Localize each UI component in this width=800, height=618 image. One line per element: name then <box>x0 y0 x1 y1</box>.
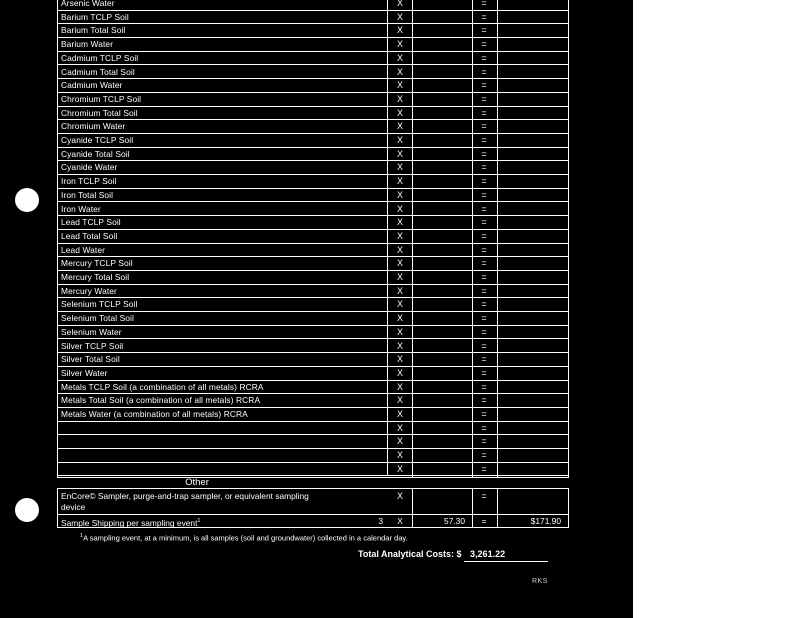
row-label: Silver TCLP Soil <box>61 340 124 351</box>
table-row <box>57 422 569 436</box>
table-row <box>57 79 569 93</box>
footnote-ref: 1 <box>197 518 201 524</box>
row-equals: = <box>481 66 487 77</box>
page-stamp: RKS <box>532 578 548 585</box>
row-equals: = <box>481 39 487 50</box>
row-equals: = <box>481 436 487 447</box>
row-label: Lead TCLP Soil <box>61 217 121 228</box>
row-x: X <box>396 299 403 310</box>
row-equals: = <box>481 121 487 132</box>
table-row <box>57 148 569 162</box>
table-row <box>57 216 569 230</box>
table-row <box>57 435 569 449</box>
row-x: X <box>396 66 403 77</box>
row-x: X <box>396 217 403 228</box>
table-row <box>57 203 569 217</box>
row-equals: = <box>481 176 487 187</box>
row-x: X <box>396 354 403 365</box>
row-x: X <box>396 162 403 173</box>
row-equals: = <box>481 230 487 241</box>
row-x: X <box>396 450 403 461</box>
table-row <box>57 120 569 134</box>
row-x: X <box>396 340 403 351</box>
binder-hole <box>15 188 39 212</box>
row-x: X <box>396 230 403 241</box>
row-x: X <box>396 258 403 269</box>
table-row <box>57 257 569 271</box>
row-equals: = <box>481 258 487 269</box>
row-x: X <box>396 52 403 63</box>
total-label: Total Analytical Costs: $ <box>358 549 462 559</box>
row-x: X <box>396 11 403 22</box>
total-analytical-costs <box>358 547 548 562</box>
row-label: Cyanide TCLP Soil <box>61 135 134 145</box>
footnote-text: A sampling event, at a minimum, is all samples (soil and groundwater) collected in a calendar day. <box>83 533 408 543</box>
section-header-other <box>57 477 569 489</box>
row-unit-cost: 57.30 <box>444 516 465 526</box>
row-equals: = <box>481 272 487 282</box>
shipping-label: Sample Shipping per sampling event <box>61 517 198 528</box>
row-label: Mercury TCLP Soil <box>61 258 133 269</box>
row-label: Metals TCLP Soil (a combination of all metals) RCRA <box>61 381 264 392</box>
row-equals: = <box>481 313 487 324</box>
row-label: Cadmium TCLP Soil <box>61 52 139 63</box>
row-label: Cyanide Water <box>61 162 118 173</box>
row-equals: = <box>481 381 487 392</box>
table-row-encore <box>57 490 569 515</box>
row-x: X <box>396 463 403 474</box>
row-x: X <box>396 25 403 36</box>
table-row <box>57 189 569 203</box>
row-label: Metals Water (a combination of all metals) RCRA <box>61 409 248 419</box>
row-x: X <box>396 93 403 104</box>
row-equals: = <box>481 395 487 406</box>
row-x: X <box>396 313 403 324</box>
row-label: Barium TCLP Soil <box>61 11 129 22</box>
row-x: X <box>396 395 403 406</box>
row-equals: = <box>481 354 487 365</box>
row-equals: = <box>481 148 487 159</box>
row-equals: = <box>481 107 487 118</box>
table-row <box>57 285 569 299</box>
row-x: X <box>396 436 403 447</box>
row-label: Lead Water <box>61 244 105 255</box>
row-equals: = <box>481 450 487 461</box>
row-x: X <box>396 326 403 337</box>
row-equals: = <box>481 203 487 214</box>
row-x: X <box>396 0 403 8</box>
section-title: Other <box>185 477 209 488</box>
row-equals: = <box>481 244 487 255</box>
row-x: X <box>396 203 403 214</box>
table-row <box>57 271 569 285</box>
row-equals: = <box>481 422 487 433</box>
row-label: Iron Water <box>61 203 101 214</box>
row-equals: = <box>481 189 487 200</box>
table-row <box>57 463 569 477</box>
row-x: X <box>396 107 403 118</box>
cost-table <box>57 0 569 528</box>
table-row <box>57 353 569 367</box>
row-x: X <box>396 189 403 200</box>
table-row <box>57 107 569 121</box>
table-row <box>57 66 569 80</box>
row-equals: = <box>481 409 487 419</box>
row-equals: = <box>481 516 487 526</box>
table-row <box>57 244 569 258</box>
row-x: X <box>396 39 403 50</box>
row-label <box>61 515 200 530</box>
table-row <box>57 394 569 408</box>
table-row <box>57 230 569 244</box>
footnote-mark: 1 <box>80 533 84 539</box>
row-label: Silver Total Soil <box>61 354 120 365</box>
table-row <box>57 298 569 312</box>
row-label: Barium Total Soil <box>61 25 126 36</box>
row-equals: = <box>481 299 487 310</box>
footnote <box>80 529 408 546</box>
row-label: Cadmium Total Soil <box>61 66 135 77</box>
table-row <box>57 367 569 381</box>
row-equals: = <box>481 340 487 351</box>
row-equals: = <box>481 326 487 337</box>
binder-hole <box>15 498 39 522</box>
table-row <box>57 24 569 38</box>
row-label: Selenium TCLP Soil <box>61 299 138 310</box>
row-x: X <box>396 135 403 145</box>
row-label: Selenium Water <box>61 326 122 337</box>
row-label: Barium Water <box>61 39 114 50</box>
row-label: Chromium TCLP Soil <box>61 93 142 104</box>
row-x: X <box>396 381 403 392</box>
table-row <box>57 408 569 422</box>
table-row <box>57 0 569 11</box>
table-row <box>57 312 569 326</box>
table-row-shipping <box>57 515 569 528</box>
table-row <box>57 340 569 354</box>
table-row <box>57 52 569 66</box>
row-label: Arsenic Water <box>61 0 115 8</box>
table-row <box>57 38 569 52</box>
row-equals: = <box>481 11 487 22</box>
row-equals: = <box>481 0 487 8</box>
table-row <box>57 449 569 463</box>
row-equals: = <box>481 93 487 104</box>
row-label: Iron TCLP Soil <box>61 176 117 187</box>
row-label: Selenium Total Soil <box>61 313 134 324</box>
row-label: Chromium Total Soil <box>61 107 138 118</box>
row-label: Chromium Water <box>61 121 126 132</box>
table-row <box>57 134 569 148</box>
table-row <box>57 161 569 175</box>
row-label: Cadmium Water <box>61 80 123 91</box>
total-amount: 3,261.22 <box>464 547 548 562</box>
row-x: X <box>396 121 403 132</box>
row-label: EnCore© Sampler, purge-and-trap sampler, or equivalent sampling device <box>61 491 309 512</box>
table-row <box>57 326 569 340</box>
row-equals: = <box>481 52 487 63</box>
row-x: X <box>396 491 403 501</box>
row-equals: = <box>481 491 487 501</box>
row-x: X <box>396 176 403 187</box>
row-x: X <box>396 244 403 255</box>
row-equals: = <box>481 80 487 91</box>
row-x: X <box>396 272 403 282</box>
row-label: Iron Total Soil <box>61 189 114 200</box>
row-label: Mercury Total Soil <box>61 272 130 282</box>
row-total: $171.90 <box>530 516 561 526</box>
row-x: X <box>396 409 403 419</box>
row-x: X <box>396 148 403 159</box>
row-equals: = <box>481 25 487 36</box>
table-row <box>57 11 569 25</box>
row-x: X <box>396 367 403 378</box>
row-x: X <box>396 285 403 296</box>
row-equals: = <box>481 285 487 296</box>
row-equals: = <box>481 135 487 145</box>
table-row <box>57 175 569 189</box>
row-equals: = <box>481 217 487 228</box>
row-label: Mercury Water <box>61 285 117 296</box>
table-row <box>57 93 569 107</box>
row-equals: = <box>481 463 487 474</box>
row-x: X <box>396 80 403 91</box>
row-x: X <box>397 516 403 526</box>
row-qty: 3 <box>378 516 383 526</box>
row-label: Metals Total Soil (a combination of all metals) RCRA <box>61 395 261 406</box>
row-label: Cyanide Total Soil <box>61 148 130 159</box>
row-label: Lead Total Soil <box>61 230 118 241</box>
row-equals: = <box>481 162 487 173</box>
row-label: Silver Water <box>61 367 108 378</box>
table-row <box>57 381 569 395</box>
row-x: X <box>396 422 403 433</box>
row-equals: = <box>481 367 487 378</box>
